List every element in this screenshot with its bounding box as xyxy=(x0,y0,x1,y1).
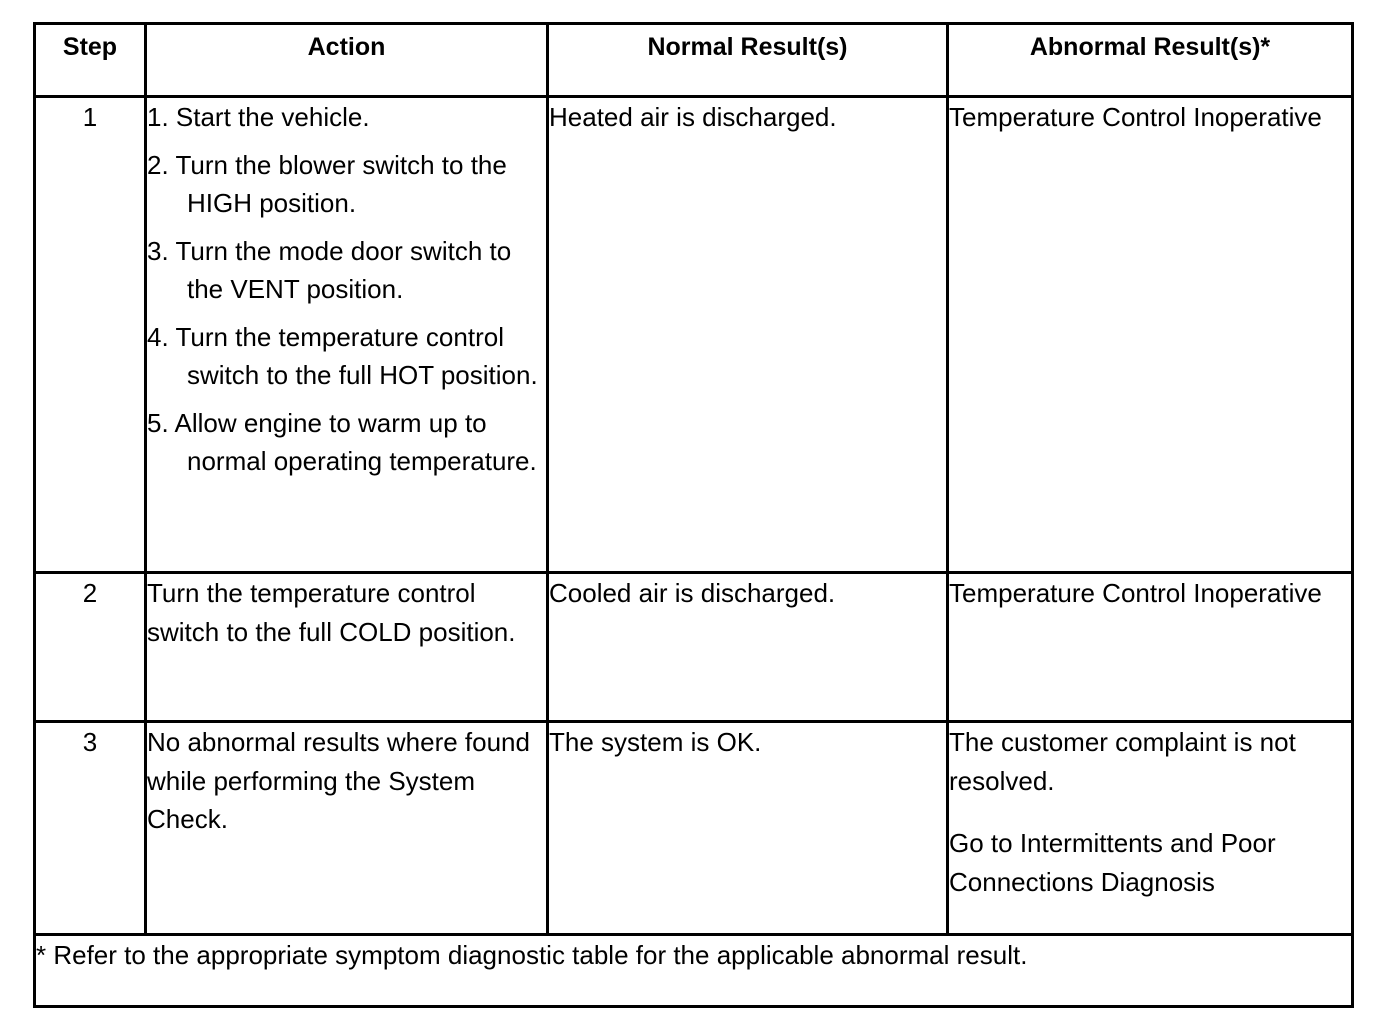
header-normal-results: Normal Result(s) xyxy=(548,24,948,97)
action-cell xyxy=(146,573,548,722)
normal-result-cell xyxy=(548,97,948,573)
footnote: * Refer to the appropriate symptom diagnostic table for the applicable abnormal result. xyxy=(35,935,1353,1007)
action-item: 4. Turn the temperature control switch to the full HOT position. xyxy=(147,321,538,390)
abnormal-result-cell xyxy=(948,722,1353,935)
header-step: Step xyxy=(35,24,146,97)
step-number: 2 xyxy=(35,573,146,722)
system-check-table xyxy=(33,22,1354,1008)
abnormal-result-text: Temperature Control Inoperative xyxy=(949,578,1322,608)
normal-result-text: Cooled air is discharged. xyxy=(549,578,836,608)
abnormal-result-cell xyxy=(948,573,1353,722)
normal-result-cell xyxy=(548,722,948,935)
table-row xyxy=(35,722,1353,935)
normal-result-text: The system is OK. xyxy=(549,727,762,757)
header-action: Action xyxy=(146,24,548,97)
action-cell xyxy=(146,97,548,573)
action-text: No abnormal results where found while performing the System Check. xyxy=(147,727,530,834)
abnormal-result-text: The customer complaint is not resolved. xyxy=(949,727,1296,796)
table-row xyxy=(35,573,1353,722)
step-number: 1 xyxy=(35,97,146,573)
action-item: 5. Allow engine to warm up to normal operating temperature. xyxy=(147,407,537,476)
abnormal-result-link-text: Go to Intermittents and Poor Connections Diagnosis xyxy=(949,828,1276,897)
step-number: 3 xyxy=(35,722,146,935)
action-item: 3. Turn the mode door switch to the VENT position. xyxy=(147,235,512,304)
action-text: Turn the temperature control switch to the full COLD position. xyxy=(147,578,516,647)
action-item: 2. Turn the blower switch to the HIGH position. xyxy=(147,149,507,218)
footnote-row xyxy=(35,935,1353,1007)
action-cell xyxy=(146,722,548,935)
abnormal-result-text: Temperature Control Inoperative xyxy=(949,102,1322,132)
table-row xyxy=(35,97,1353,573)
action-list xyxy=(147,98,546,481)
table-header-row xyxy=(35,24,1353,97)
action-item: 1. Start the vehicle. xyxy=(147,102,370,132)
header-abnormal-results: Abnormal Result(s)* xyxy=(948,24,1353,97)
abnormal-result-cell xyxy=(948,97,1353,573)
normal-result-text: Heated air is discharged. xyxy=(549,102,837,132)
normal-result-cell xyxy=(548,573,948,722)
